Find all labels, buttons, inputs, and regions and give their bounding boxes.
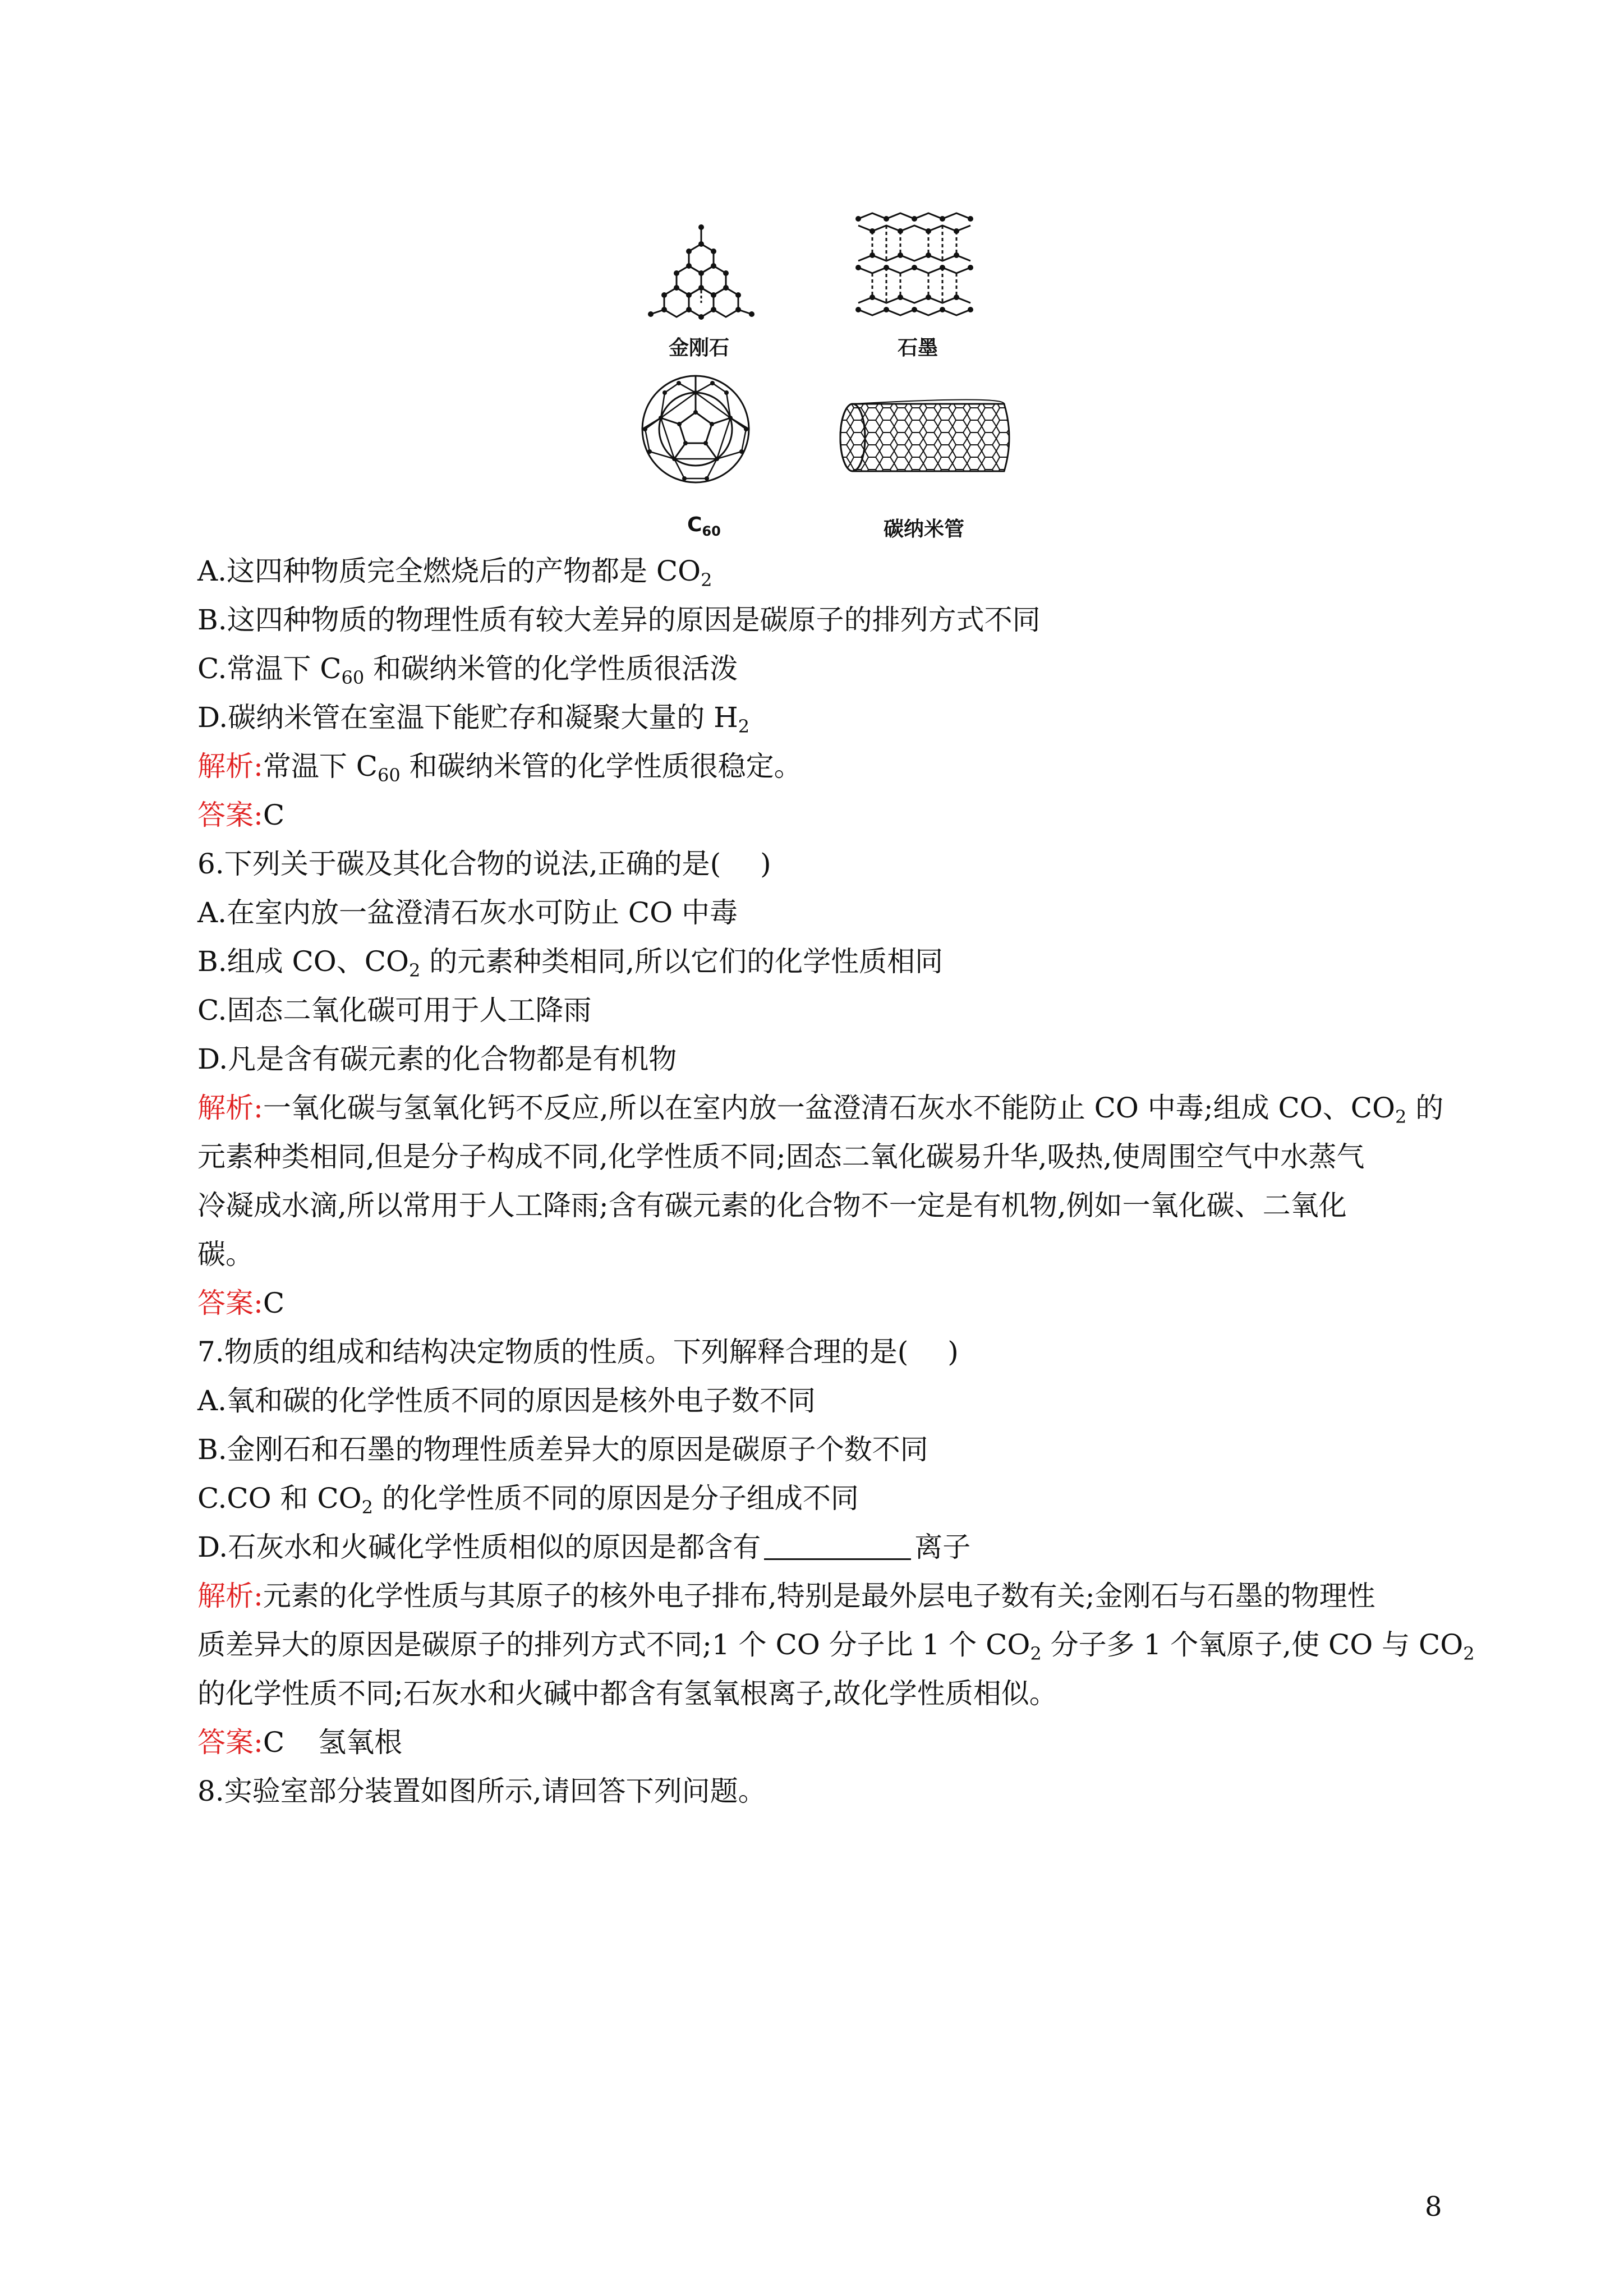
q7-option-b: B.金刚石和石墨的物理性质差异大的原因是碳原子个数不同 (197, 1433, 928, 1466)
page-number: 8 (1425, 2191, 1442, 2223)
q6-option-d: D.凡是含有碳元素的化合物都是有机物 (197, 1043, 677, 1075)
q5-option-b: B.这四种物质的物理性质有较大差异的原因是碳原子的排列方式不同 (197, 604, 1041, 636)
q5-option-a: A.这四种物质完全燃烧后的产物都是 $CO_2$ (197, 555, 712, 591)
c60-structure-image (634, 367, 757, 491)
diamond-structure-image (645, 219, 757, 320)
q7-option-d: D.石灰水和火碱化学性质相似的原因是都含有 离子 (197, 1531, 971, 1563)
q5-option-c: C.常温下 $C_{60}$ 和碳纳米管的化学性质很活泼 (197, 652, 738, 688)
q7-analysis-line-1: 解析:元素的化学性质与其原子的核外电子排布,特别是最外层电子数有关;金刚石与石墨的物理性 (197, 1580, 1375, 1612)
q7-answer: 答案:C 氢氧根 (197, 1726, 403, 1759)
graphite-structure-image (853, 202, 976, 325)
q7-stem: 7.物质的组成和结构决定物质的性质。下列解释合理的是( ) (197, 1336, 959, 1368)
q7-analysis-line-3: 的化学性质不同;石灰水和火碱中都含有氢氧根离子,故化学性质相似。 (197, 1677, 1057, 1710)
nanotube-label: 碳纳米管 (884, 518, 965, 541)
nanotube-structure-image (836, 395, 1015, 480)
q7-option-a: A.氧和碳的化学性质不同的原因是核外电子数不同 (197, 1384, 816, 1417)
q6-option-c: C.固态二氧化碳可用于人工降雨 (197, 994, 592, 1027)
q6-option-b: B.组成 CO、$CO_2$ 的元素种类相同,所以它们的化学性质相同 (197, 945, 944, 981)
carbon-allotropes-figure (634, 202, 1038, 550)
q6-analysis-line-4: 碳。 (197, 1238, 254, 1271)
q5-analysis: 解析:常温下 $C_{60}$ 和碳纳米管的化学性质很稳定。 (197, 750, 802, 786)
q6-analysis-line-3: 冷凝成水滴,所以常用于人工降雨;含有碳元素的化合物不一定是有机物,例如一氧化碳、二氧化 (197, 1189, 1347, 1222)
q7-analysis-line-2: 质差异大的原因是碳原子的排列方式不同;1 个 CO 分子比 1 个 $CO_2$ 分子多 1 个氧原子,使 CO 与 $CO_2$ (197, 1628, 1475, 1664)
q6-option-a: A.在室内放一盆澄清石灰水可防止 CO 中毒 (197, 896, 738, 929)
q7-option-c: C.CO 和 $CO_2$ 的化学性质不同的原因是分子组成不同 (197, 1482, 859, 1518)
q7-answer-blank[interactable] (764, 1534, 911, 1560)
q5-answer: 答案:C (197, 799, 285, 831)
q6-stem: 6.下列关于碳及其化合物的说法,正确的是( ) (197, 848, 771, 880)
q5-option-d: D.碳纳米管在室温下能贮存和凝聚大量的 $H_2$ (197, 701, 750, 737)
diamond-label: 金刚石 (669, 337, 730, 360)
graphite-label: 石墨 (898, 337, 938, 360)
c60-label: $C_{60}$ (687, 513, 721, 540)
q6-analysis-line-1: 解析:一氧化碳与氢氧化钙不反应,所以在室内放一盆澄清石灰水不能防止 CO 中毒;组成 CO、$CO_2$ 的 (197, 1092, 1444, 1128)
q8-stem: 8.实验室部分装置如图所示,请回答下列问题。 (197, 1775, 766, 1807)
q6-analysis-line-2: 元素种类相同,但是分子构成不同,化学性质不同;固态二氧化碳易升华,吸热,使周围空气中水蒸气 (197, 1140, 1365, 1173)
q6-answer: 答案:C (197, 1287, 285, 1319)
